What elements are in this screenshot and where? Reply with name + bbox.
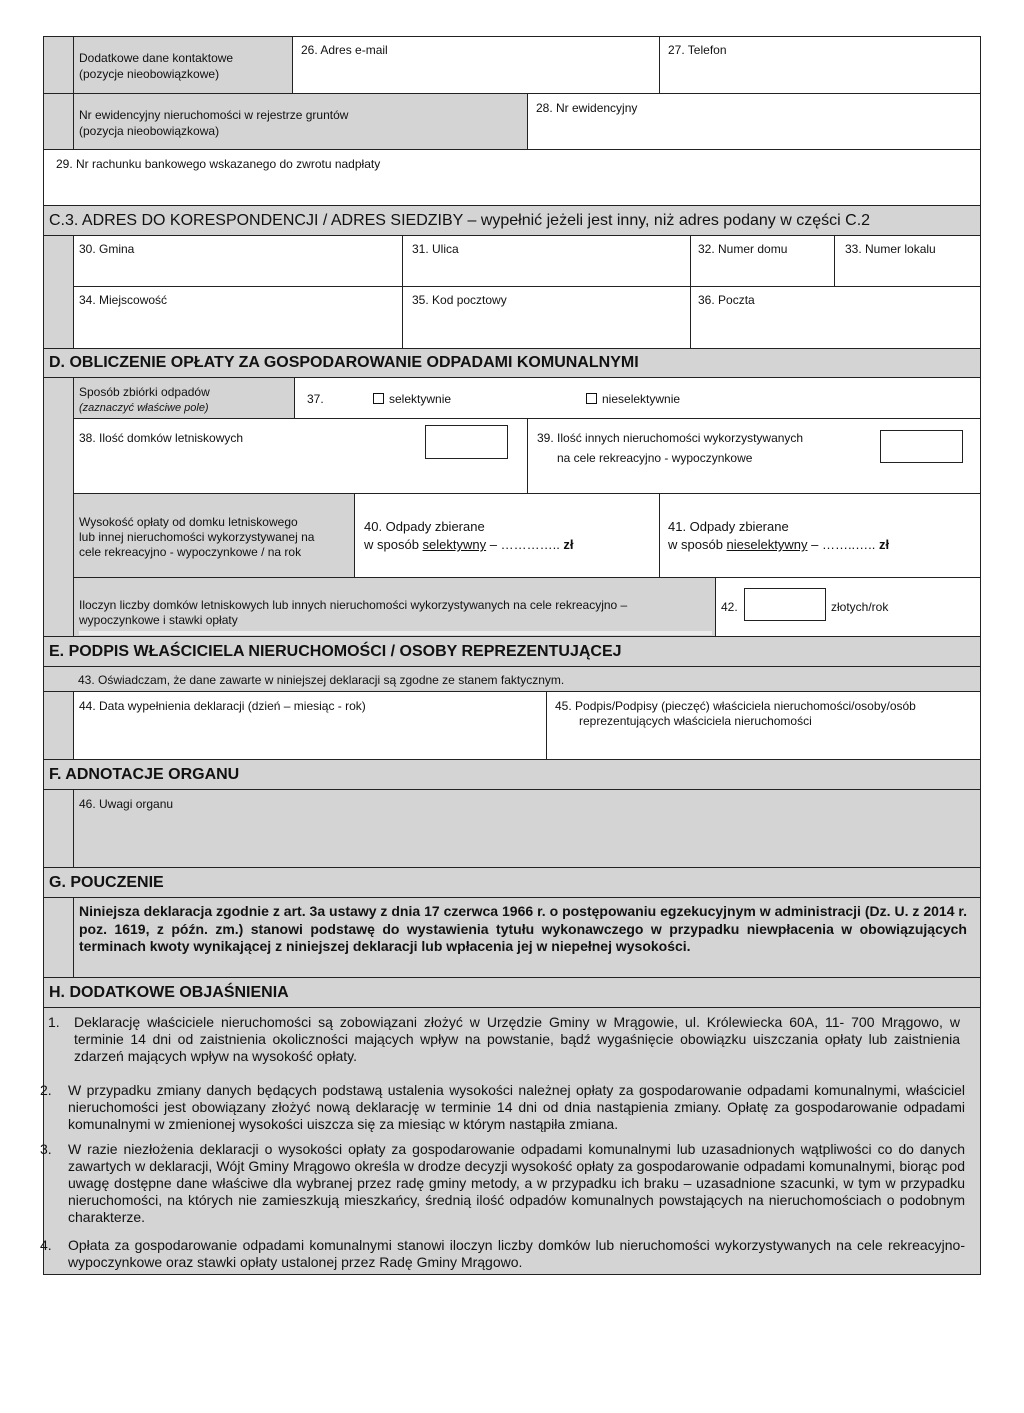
explanation-1-text: Deklarację właściciele nieruchomości są zobowiązani złożyć w Urzędzie Gminy w Mrągowie, ul. Królewiecka 60A, 11- 700 Mrągowo, w terminie 14 dni od zaistnienia okoliczności mających wpływ na powstanie, bądź wygaśnięcie obowiązku uiszczania opłaty lub zaistnienia zdarzeń mających wpływ na wysokość opłaty. [74,1014,960,1064]
authority-notes-label: 46. Uwagi organu [79,797,174,811]
checkbox-nonselective[interactable] [586,393,597,404]
c3-margin [43,235,74,349]
locality-field[interactable] [73,286,403,349]
signature-field[interactable] [546,691,981,760]
rate-label-3: cele rekreacyjno - wypoczynkowe / na rok [79,545,302,559]
apartment-number-label: 33. Numer lokalu [845,242,936,256]
rate-selective-field[interactable] [354,493,660,578]
registry-label-cell [73,93,528,150]
instruction-text: Niniejsza deklaracja zgodnie z art. 3a ustawy z dnia 17 czerwca 1966 r. o postępowaniu egzekucyjnym w administracji (Dz. U. z 2014 r. poz. 1619, z późn. zm.) stanowi podstawę do wystawienia tytułu wykonawczego w przypadku niewpłacenia w obowiązujących terminach kwoty wynikającej z niniejszej deklaracji lub wpłacenia jej w niepełnej wysokości. [79,903,967,954]
phone-field-label: 27. Telefon [668,43,727,57]
collection-method-label-cell [73,377,295,419]
registry-label: Nr ewidencyjny nieruchomości w rejestrze gruntów [79,108,349,122]
apartment-number-field[interactable] [834,235,981,287]
rate-nonselective-mode: nieselektywny [726,537,808,552]
email-field[interactable] [292,36,660,94]
product-label-underbar [79,631,712,635]
rate-nonselective-value [668,537,889,553]
option-nonselective-label: nieselektywnie [602,392,681,406]
registry-label-note: (pozycja nieobowiązkowa) [79,124,220,138]
rate-selective-label: 40. Odpady zbierane [364,519,485,534]
collection-method-label: Sposób zbiórki odpadów [79,385,210,399]
ulica-label: 31. Ulica [412,242,459,256]
explanations-cell [40,1007,981,1275]
explanation-4-number: 4. [40,1237,52,1253]
section-d-title: D. OBLICZENIE OPŁATY ZA GOSPODAROWANIE ODPADAMI KOMUNALNYMI [49,354,639,371]
rate-label-2: lub innej nieruchomości wykorzystywanej na [79,530,315,544]
other-properties-count-cell [527,418,981,494]
gmina-label: 30. Gmina [79,242,135,256]
explanation-2-number: 2. [40,1082,52,1098]
fill-date-field[interactable] [73,691,547,760]
section-d-header [43,348,981,378]
rate-label-cell [73,493,355,578]
rate-selective-blank: – ………….. [486,537,560,552]
row-contact-margin [43,36,74,94]
section-e-header [43,636,981,667]
rate-nonselective-unit: zł [875,537,890,552]
fill-date-label: 44. Data wypełnienia deklaracji (dzień – miesiąc - rok) [79,699,366,713]
rate-nonselective-prefix: w sposób [668,537,727,552]
other-properties-count-input[interactable] [880,430,963,463]
holiday-houses-count-input[interactable] [425,425,508,459]
section-h-header [43,977,981,1008]
collection-method-field [294,377,981,419]
holiday-houses-count-label: 38. Ilość domków letniskowych [79,431,244,445]
rate-selective-prefix: w sposób [364,537,423,552]
declaration-statement: 43. Oświadczam, że dane zawarte w niniejszej deklaracji są zgodne ze stanem faktycznym. [78,673,565,687]
bank-account-field[interactable] [43,149,981,206]
registry-number-field[interactable] [527,93,981,150]
annual-fee-number: 42. [721,600,738,614]
d-margin [43,377,74,637]
rate-label-1: Wysokość opłaty od domku letniskowego [79,515,298,529]
f-margin [43,789,74,868]
section-g-header [43,867,981,898]
email-field-label: 26. Adres e-mail [301,43,388,57]
house-number-label: 32. Numer domu [698,242,788,256]
row-registry-margin [43,93,74,150]
field-37-number: 37. [307,392,324,406]
e-margin [43,691,74,760]
collection-method-note: (zaznaczyć właściwe pole) [79,402,209,414]
section-e-title: E. PODPIS WŁAŚCICIELA NIERUCHOMOŚCI / OSOBY REPREZENTUJĄCEJ [49,643,622,660]
explanation-2-text: W przypadku zmiany danych będących podstawą ustalenia wysokości należnej opłaty za gospodarowanie odpadami komunalnymi, właściciel nieruchomości jest obowiązany złożyć nową deklarację w terminie 14 dni od dnia nastąpienia zmiany. Opłatę za gospodarowanie odpadami komunalnymi w zmienionej wysokości uiszcza się za miesiąc w którym nastąpiła zmiana. [68,1082,965,1132]
other-properties-count-label: 39. Ilość innych nieruchomości wykorzystywanych [537,431,804,445]
checkbox-selective[interactable] [373,393,384,404]
post-office-label: 36. Poczta [698,293,755,307]
section-f-title: F. ADNOTACJE ORGANU [49,766,240,783]
explanation-3-number: 3. [40,1141,52,1157]
contact-label-cell [73,36,293,94]
section-c3-title: C.3. ADRES DO KORESPONDENCJI / ADRES SIEDZIBY – wypełnić jeżeli jest inny, niż adres podany w części C.2 [49,212,871,229]
explanation-1-number: 1. [48,1014,60,1030]
rate-nonselective-label: 41. Odpady zbierane [668,519,789,534]
bank-account-label: 29. Nr rachunku bankowego wskazanego do zwrotu nadpłaty [56,157,381,171]
option-selective-label: selektywnie [389,392,452,406]
option-nonselective[interactable] [586,391,680,407]
registry-number-label: 28. Nr ewidencyjny [536,101,638,115]
product-label-1: Iloczyn liczby domków letniskowych lub innych nieruchomości wykorzystywanych na cele rekreacyjno – [79,598,628,612]
other-properties-count-label-2: na cele rekreacyjno - wypoczynkowe [557,451,753,465]
product-label-2: wypoczynkowe i stawki opłaty [79,613,238,627]
contact-label: Dodatkowe dane kontaktowe [79,51,234,65]
holiday-houses-count-cell [73,418,528,494]
ulica-field[interactable] [402,235,691,287]
authority-notes-field [73,789,981,868]
rate-selective-unit: zł [559,537,574,552]
post-office-field[interactable] [690,286,981,349]
section-h-title: H. DODATKOWE OBJAŚNIENIA [49,984,289,1001]
locality-label: 34. Miejscowość [79,293,168,307]
rate-selective-mode: selektywny [422,537,487,552]
explanation-4-text: Opłata za gospodarowanie odpadami komunalnymi stanowi iloczyn liczby domków lub nieruchomości wykorzystywanych na cele rekreacyjno-wypoczynkowe oraz stawki opłaty ustalonej przez Radę Gminy Mrągowo. [68,1237,965,1270]
g-margin [43,897,74,978]
gmina-field[interactable] [73,235,403,287]
contact-label-note: (pozycje nieobowiązkowe) [79,67,220,81]
postal-code-field[interactable] [402,286,691,349]
section-f-header [43,759,981,790]
rate-selective-value [364,537,574,553]
annual-fee-input[interactable] [744,588,826,621]
signature-label-1: 45. Podpis/Podpisy (pieczęć) właściciela nieruchomości/osoby/osób [555,699,916,713]
option-selective[interactable] [373,391,451,407]
postal-code-label: 35. Kod pocztowy [412,293,507,307]
signature-label-2: reprezentujących właściciela nieruchomości [579,714,812,728]
section-g-title: G. POUCZENIE [49,874,164,891]
declaration-statement-cell [43,666,981,692]
product-label-cell [73,577,716,637]
instruction-cell [73,897,981,978]
rate-nonselective-blank: – ……..….. [807,537,876,552]
house-number-field[interactable] [690,235,835,287]
phone-field[interactable] [659,36,981,94]
annual-fee-field [715,577,981,637]
section-c3-header [43,205,981,236]
rate-nonselective-field[interactable] [659,493,981,578]
annual-fee-unit: złotych/rok [831,600,889,614]
explanation-3-text: W razie niezłożenia deklaracji o wysokości opłaty za gospodarowanie odpadami komunalnymi lub uzasadnionych wątpliwości co do danych zawartych w deklaracji, Wójt Gminy Mrągowo określa w drodze decyzji wysokość opłaty za gospodarowanie odpadami komunalnymi, biorąc pod uwagę dostępne dane właściwe dla wybranej przez radę gminy metody, a w przypadku ich braku – uzasadnione szacunki, w tym w przypadku nieruchomości, na których nie zamieszkują mieszkańcy, średnią ilość odpadów komunalnych powstających na nieruchomościach o podobnym charakterze. [68,1141,965,1225]
